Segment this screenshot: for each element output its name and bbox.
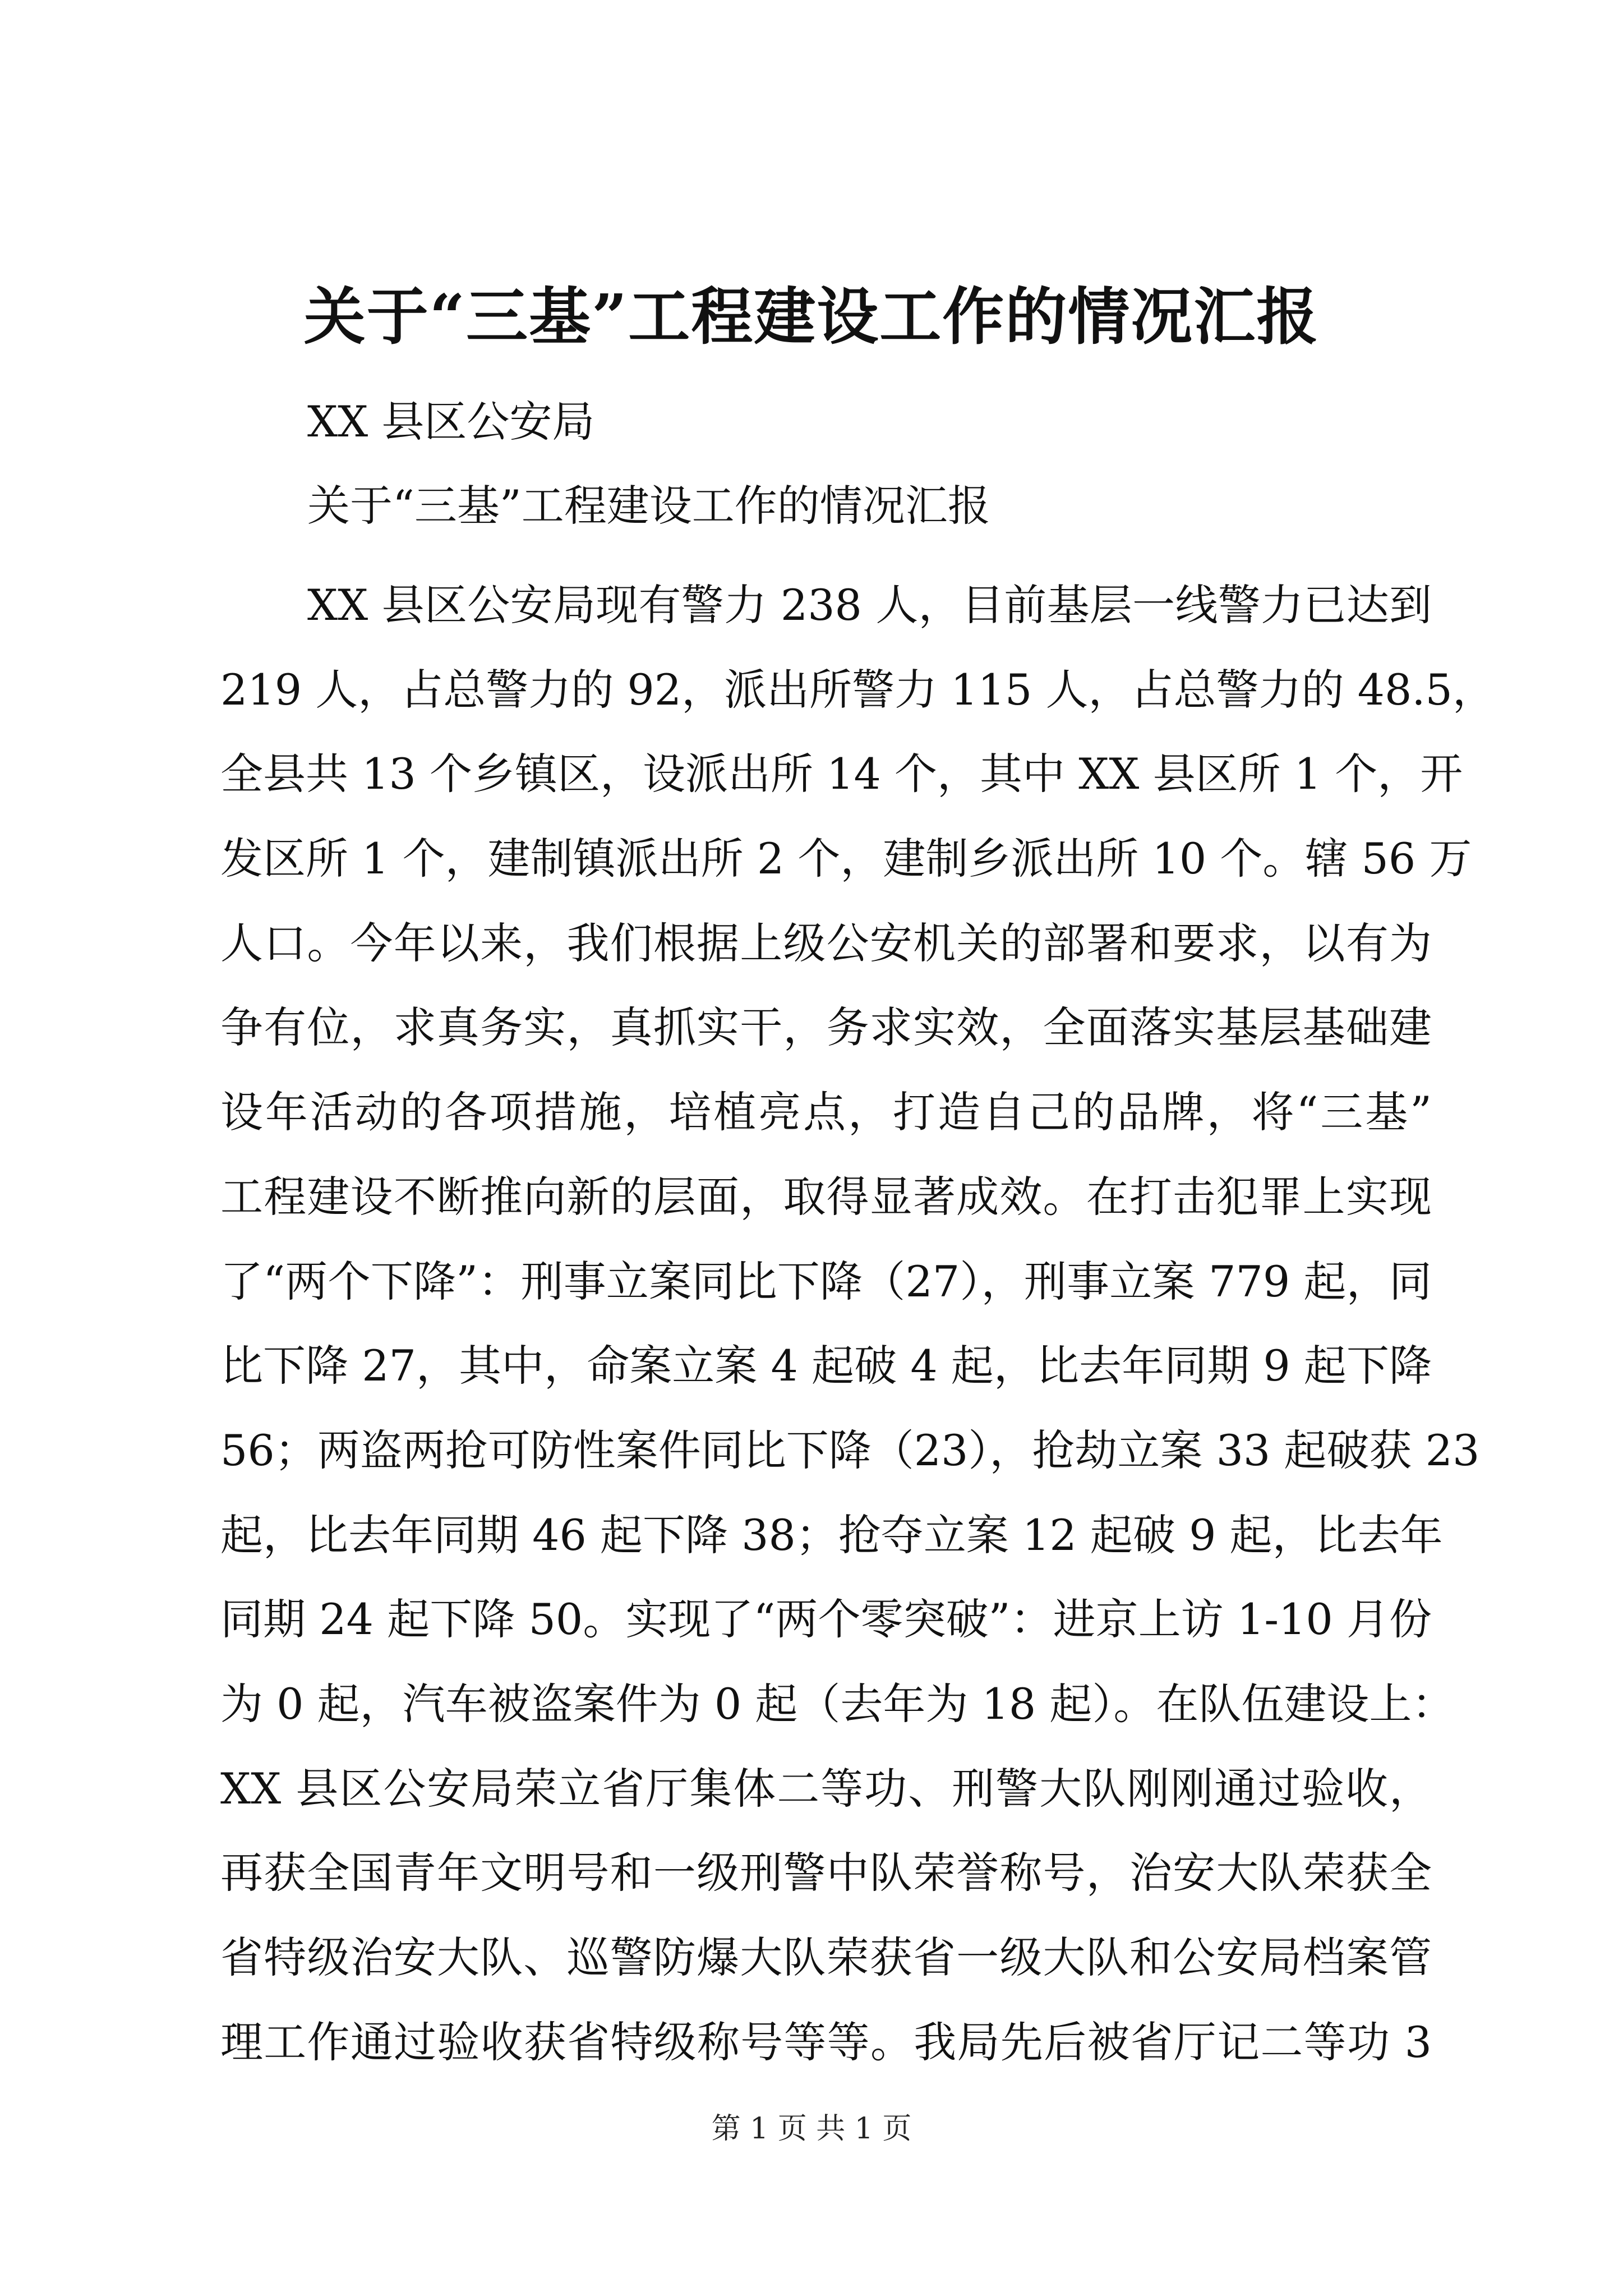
subtitle-line: 关于“三基”工程建设工作的情况汇报 [307, 481, 990, 531]
body-text [220, 563, 1495, 2085]
body-line: XX 县区公安局现有警力 238 人，目前基层一线警力已达到 [307, 580, 1432, 630]
body-line: 理工作通过验收获省特级称号等等。我局先后被省厅记二等功 3 [220, 2017, 1432, 2067]
body-line: XX 县区公安局荣立省厅集体二等功、刑警大队刚刚通过验收， [220, 1763, 1432, 1814]
body-line: 工程建设不断推向新的层面，取得显著成效。在打击犯罪上实现 [220, 1171, 1432, 1222]
body-line: 56；两盗两抢可防性案件同比下降（23），抢劫立案 33 起破获 23 [220, 1425, 1480, 1475]
body-line: 了“两个下降”：刑事立案同比下降（27），刑事立案 779 起，同 [220, 1256, 1432, 1306]
author-line: XX 县区公安局 [307, 397, 595, 447]
body-line: 争有位，求真务实，真抓实干，务求实效，全面落实基层基础建 [220, 1002, 1432, 1053]
page-footer: 第 1 页 共 1 页 [711, 2112, 912, 2146]
body-line: 起，比去年同期 46 起下降 38；抢夺立案 12 起破 9 起，比去年 [220, 1510, 1443, 1560]
body-line: 再获全国青年文明号和一级刑警中队荣誉称号，治安大队荣获全 [220, 1848, 1432, 1898]
body-line: 比下降 27，其中，命案立案 4 起破 4 起，比去年同期 9 起下降 [220, 1341, 1432, 1391]
body-line: 设年活动的各项措施，培植亮点，打造自己的品牌，将“三基” [220, 1087, 1432, 1138]
body-line: 省特级治安大队、巡警防爆大队荣获省一级大队和公安局档案管 [220, 1932, 1432, 1982]
document-title: 关于“三基”工程建设工作的情况汇报 [303, 280, 1320, 353]
body-line: 全县共 13 个乡镇区，设派出所 14 个，其中 XX 县区所 1 个，开 [220, 749, 1463, 799]
body-line: 为 0 起，汽车被盗案件为 0 起（去年为 18 起）。在队伍建设上： [220, 1678, 1455, 1729]
body-line: 同期 24 起下降 50。实现了“两个零突破”：进京上访 1-10 月份 [220, 1594, 1432, 1645]
body-line: 219 人，占总警力的 92，派出所警力 115 人，占总警力的 48.5， [220, 664, 1495, 715]
body-line: 人口。今年以来，我们根据上级公安机关的部署和要求，以有为 [220, 918, 1432, 968]
body-line: 发区所 1 个，建制镇派出所 2 个，建制乡派出所 10 个。辖 56 万 [220, 834, 1472, 884]
